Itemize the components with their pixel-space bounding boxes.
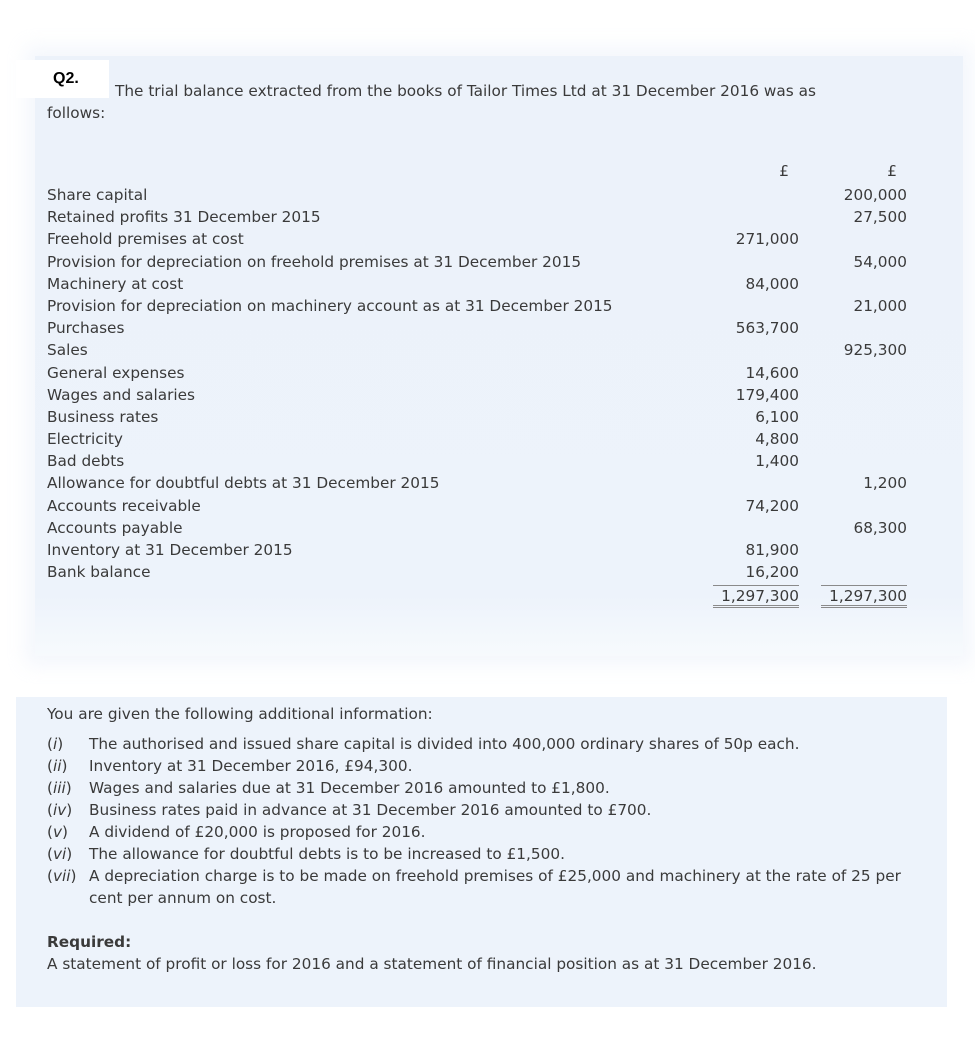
debit-amount: 14,600 [745,363,799,382]
table-total-row [47,585,917,607]
credit-amount: 925,300 [843,341,907,360]
debit-amount: 271,000 [735,230,799,249]
item-text: Business rates paid in advance at 31 December 2016 amounted to £700. [89,801,652,819]
debit-amount: 563,700 [735,319,799,338]
account-name: Provision for depreciation on machinery account as at 31 December 2015 [47,296,613,315]
account-name: Inventory at 31 December 2015 [47,541,293,559]
table-row [47,295,917,317]
table-row [47,450,917,472]
debit-amount: 1,400 [755,452,799,471]
table-header-row [47,160,917,184]
list-item [47,733,927,755]
item-number: (iii) [47,779,72,797]
table-row [47,539,917,561]
table-row [47,384,917,406]
credit-amount: 200,000 [843,186,907,204]
table-row [47,206,917,228]
debit-column-header: £ [779,162,789,180]
table-row [47,273,917,295]
list-item [47,865,927,909]
account-name: Purchases [47,319,125,338]
item-text: The allowance for doubtful debts is to be increased to £1,500. [89,845,565,863]
item-number: (iv) [47,801,73,819]
account-name: Retained profits 31 December 2015 [47,208,321,227]
item-text: A dividend of £20,000 is proposed for 2016. [89,823,426,841]
account-name: Accounts payable [47,518,183,537]
item-number: (vii) [47,867,77,885]
item-text: The authorised and issued share capital is divided into 400,000 ordinary shares of 50p each. [89,735,800,753]
list-item [47,799,927,821]
table-row [47,428,917,450]
trial-balance-table [47,160,917,608]
debit-total: 1,297,300 [713,585,799,608]
table-row [47,339,917,361]
additional-info-title: You are given the following additional information: [47,705,433,723]
account-name: Wages and salaries [47,385,196,404]
account-name: Allowance for doubtful debts at 31 December 2015 [47,474,440,493]
table-row [47,251,917,273]
account-name: Provision for depreciation on freehold premises at 31 December 2015 [47,252,582,271]
credit-amount: 68,300 [853,518,907,537]
account-name: General expenses [47,363,185,382]
account-name: Share capital [47,186,148,204]
account-name: Sales [47,341,88,360]
list-item [47,755,927,777]
additional-info-list [47,733,927,909]
table-row [47,561,917,583]
table-row [47,472,917,494]
debit-amount: 16,200 [745,563,799,582]
question-intro [47,80,927,124]
item-number: (i) [47,735,64,753]
debit-amount: 6,100 [755,407,799,426]
debit-amount: 4,800 [755,430,799,449]
table-row [47,406,917,428]
item-number: (ii) [47,757,68,775]
credit-amount: 27,500 [853,208,907,227]
list-item [47,777,927,799]
table-body [47,184,917,583]
credit-total: 1,297,300 [821,585,907,608]
debit-amount: 81,900 [745,541,799,559]
item-number: (v) [47,823,68,841]
item-text: A depreciation charge is to be made on freehold premises of £25,000 and machinery at the rate of 25 per cent per annum on cost. [89,867,901,907]
account-name: Bad debts [47,452,125,471]
required-section [47,931,927,975]
table-row [47,317,917,339]
item-text: Wages and salaries due at 31 December 2016 amounted to £1,800. [89,779,610,797]
account-name: Bank balance [47,563,151,582]
account-name: Electricity [47,430,123,449]
credit-amount: 1,200 [863,474,907,493]
credit-column-header: £ [887,162,897,180]
item-text: Inventory at 31 December 2016, £94,300. [89,757,413,775]
table-row [47,184,917,206]
debit-amount: 74,200 [745,496,799,515]
additional-info [47,703,927,975]
credit-amount: 54,000 [853,252,907,271]
account-name: Freehold premises at cost [47,230,244,249]
table-row [47,228,917,250]
table-row [47,495,917,517]
required-title: Required: [47,933,132,951]
debit-amount: 84,000 [745,274,799,293]
account-name: Machinery at cost [47,274,184,293]
list-item [47,843,927,865]
account-name: Business rates [47,407,159,426]
credit-amount: 21,000 [853,296,907,315]
table-row [47,362,917,384]
table-row [47,517,917,539]
question-number: Q2. [16,60,109,98]
account-name: Accounts receivable [47,496,201,515]
intro-line-1: The trial balance extracted from the books of Tailor Times Ltd at 31 December 2016 was as [115,82,816,100]
intro-line-2: follows: [47,104,106,122]
debit-amount: 179,400 [735,385,799,404]
list-item [47,821,927,843]
required-text: A statement of profit or loss for 2016 and a statement of financial position as at 31 December 2016. [47,955,817,973]
item-number: (vi) [47,845,73,863]
